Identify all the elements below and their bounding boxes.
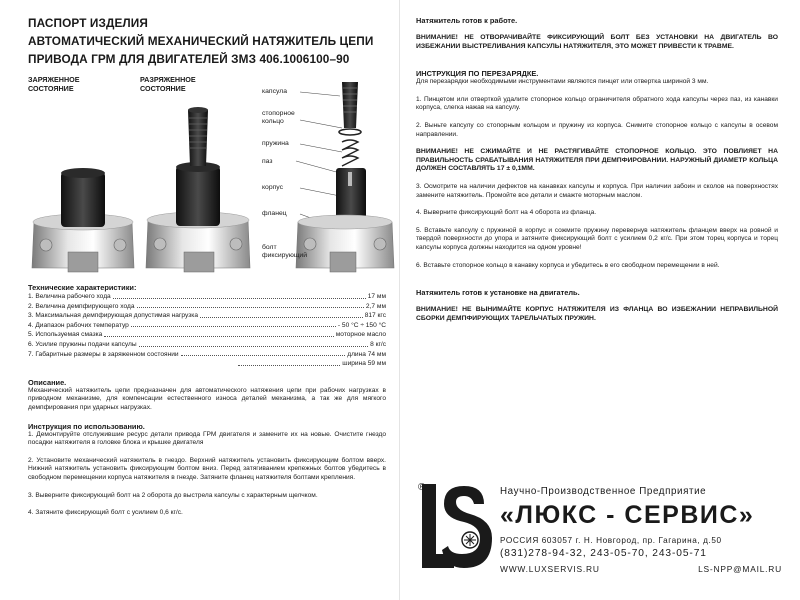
company-address: РОССИЯ 603057 г. Н. Новгород, пр. Гагарина, д.50 (500, 536, 722, 545)
part-label-capsule: капсула (262, 88, 287, 95)
spec-value: 817 кгс (364, 312, 386, 320)
title-line-3: ПРИВОДА ГРМ ДЛЯ ДВИГАТЕЛЕЙ ЗМЗ 406.1006100–90 (28, 52, 350, 66)
spec-name: 3. Максимальная демпфирующая допустимая нагрузка (28, 312, 198, 320)
spec-value: моторное масло (335, 331, 386, 339)
spec-leader-dots (181, 350, 346, 357)
spec-row (28, 359, 386, 369)
spec-leader-dots (200, 311, 363, 318)
document-title (28, 16, 386, 66)
spec-row (28, 330, 386, 340)
description-text: Механический натяжитель цепи предназначен для автоматического натяжения цепи при рабочих нагрузках в приводном механизме, для компенсации естественного износа деталей механизма, а так же для мягкого демпфирования при ударных нагрузках. (28, 386, 386, 411)
part-label-body: корпус (262, 184, 284, 191)
specs-list (28, 292, 386, 369)
company-block (414, 474, 790, 584)
warning-flange: ВНИМАНИЕ! НЕ ВЫНИМАЙТЕ КОРПУС НАТЯЖИТЕЛЯ ИЗ ФЛАНЦА ВО ИЗБЕЖАНИИ НЕПРАВИЛЬНОЙ СБОРКИ ДЕМПФИРУЮЩИХ ТАРЕЛЬЧАТЫХ ПРУЖИН. (416, 306, 778, 322)
spec-name: 1. Величина рабочего хода (28, 293, 111, 300)
spec-name: 2. Величина демпфирующего хода (28, 302, 135, 310)
spec-row (28, 321, 386, 331)
company-website-link[interactable]: WWW.LUXSERVIS.RU (500, 564, 600, 574)
part-label-bolt: болт фиксирующий (262, 244, 308, 259)
ready-text: Натяжитель готов к работе. (416, 16, 518, 25)
spec-value: 2,7 мм (365, 302, 386, 310)
spec-value: ширина 59 мм (342, 360, 386, 368)
spec-name: 4. Диапазон рабочих температур (28, 321, 129, 329)
specs-section (28, 283, 386, 518)
recharge-step-1: 1. Пинцетом или отверткой удалите стопорное кольцо ограничителя обратного хода капсулы через паз, из канавки корпуса, слегка нажав на капсулу. (416, 95, 778, 112)
part-label-flange: фланец (262, 210, 287, 217)
specs-heading: Технические характеристики: (28, 283, 137, 292)
recharge-step-2: 2. Выньте капсулу со стопорным кольцом и пружину из корпуса. Снимите стопорное кольцо с капсулы в осевом направлении. (416, 121, 778, 138)
spec-row (28, 340, 386, 350)
spec-value: 17 мм (367, 293, 386, 300)
ready-install-text: Натяжитель готов к установке на двигатель. (416, 288, 580, 298)
tensioner-charged-photo (28, 160, 138, 285)
recharge-step-3: 3. Осмотрите на наличии дефектов на канавках капсулы и корпуса. При наличии забоин и сколов на поверхностях замените натяжитель. Промойте все детали и смажте моторным маслом. (416, 182, 778, 199)
caption-discharged: РАЗРЯЖЕННОЕ СОСТОЯНИЕ (140, 75, 196, 93)
spec-leader-dots (137, 302, 364, 309)
company-email-link[interactable]: LS-NPP@MAIL.RU (698, 564, 782, 574)
usage-step-1: 1. Демонтируйте отслужившие ресурс детали привода ГРМ двигателя и замените их на новые. Очистите гнездо посадки натяжителя в головке блока и крышке двигателя (28, 430, 386, 447)
warning-ring: ВНИМАНИЕ! НЕ СЖИМАЙТЕ И НЕ РАСТЯГИВАЙТЕ СТОПОРНОЕ КОЛЬЦО. ЭТО ПОВЛИЯЕТ НА ПРАВИЛЬНОСТЬ СРАБАТЫВАНИЯ НАТЯЖИТЕЛЯ ПРИ ДЕМПФИРОВАНИИ. НАРУЖНЫЙ ДИАМЕТР КОЛЬЦА ДОЛЖЕН СОСТАВЛЯТЬ 17 ± 0,1ММ. (416, 148, 778, 173)
spec-leader-dots (131, 321, 336, 328)
spec-name: 6. Усилие пружины подачи капсулы (28, 340, 137, 348)
spec-value: - 50 °С ÷ 150 °С (337, 321, 386, 329)
spec-leader-dots (238, 359, 340, 366)
spec-row (28, 350, 386, 360)
company-phones: (831)278-94-32, 243-05-70, 243-05-71 (500, 548, 707, 559)
spec-value: 8 кг/с (370, 340, 386, 348)
usage-step-4: 4. Затяните фиксирующий болт с усилием 0,6 кг/с. (28, 509, 183, 517)
recharge-intro: Для перезарядки необходимыми инструментами являются пинцет или отвертка шириной 3 мм. (416, 78, 709, 86)
recharge-step-4: 4. Выверните фиксирующий болт на 4 оборота из фланца. (416, 209, 597, 217)
recharge-step-5: 5. Вставьте капсулу с пружиной в корпус и сожмите пружину перевернув натяжитель фланцем вверх на ровной и твердой поверхности до упора и затяните фиксирующий болт с усилием 0,2 кг/с. При этом торец корпуса и торец капсулы корпуса должны находится на одном уровне! (416, 226, 778, 251)
warning-bolt: ВНИМАНИЕ! НЕ ОТВОРАЧИВАЙТЕ ФИКСИРУЮЩИЙ БОЛТ БЕЗ УСТАНОВКИ НА ДВИГАТЕЛЬ ВО ИЗБЕЖАНИИ ВЫСТРЕЛИВАНИЯ КАПСУЛЫ НАТЯЖИТЕЛЯ, ЭТО МОЖЕТ ПРИВЕСТИ К ТРАВМЕ. (416, 34, 778, 50)
title-line-1: ПАСПОРТ ИЗДЕЛИЯ (28, 16, 148, 30)
spec-leader-dots (113, 292, 366, 299)
spec-name: 5. Используемая смазка (28, 331, 103, 339)
spec-row (28, 311, 386, 321)
spec-leader-dots (139, 340, 368, 347)
description-heading: Описание. (28, 377, 67, 387)
spec-row (28, 302, 386, 312)
usage-step-3: 3. Выверните фиксирующий болт на 2 оборота до выстрела капсулы с характерным щелчком. (28, 491, 318, 499)
recharge-step-6: 6. Вставьте стопорное кольцо в канавку корпуса и убедитесь в его свободном перемещении в ней. (416, 261, 720, 269)
usage-heading: Инструкция по использованию. (28, 421, 145, 431)
usage-step-2: 2. Установите механический натяжитель в гнездо. Верхний натяжитель установить фиксирующим болтом вверх. Нижний натяжитель установить фиксирующим болтом вниз. Перед затягиванием крепежных болтов убедитесь в свободном перемещении корпуса натяжителя в гнезде. Затяните фланец натяжителя болтами крепления. (28, 456, 386, 481)
part-label-stop-ring: стопорное кольцо (262, 110, 295, 125)
tensioner-discharged-photo (140, 100, 255, 285)
company-type: Научно-Производственное Предприятие (500, 486, 707, 497)
title-line-2: АВТОМАТИЧЕСКИЙ МЕХАНИЧЕСКИЙ НАТЯЖИТЕЛЬ ЦЕПИ (28, 34, 374, 48)
company-logo (414, 474, 496, 582)
part-label-groove: паз (262, 158, 273, 165)
spec-row (28, 292, 386, 302)
company-name: «ЛЮКС - СЕРВИС» (500, 501, 755, 529)
spec-name: 7. Габаритные размеры в заряженном состоянии (28, 350, 179, 358)
caption-charged: ЗАРЯЖЕННОЕ СОСТОЯНИЕ (28, 75, 80, 93)
registered-mark: ® (418, 482, 426, 493)
spec-value: длина 74 мм (347, 350, 386, 358)
part-label-spring: пружина (262, 140, 289, 147)
spec-leader-dots (104, 330, 333, 337)
recharge-heading: ИНСТРУКЦИЯ ПО ПЕРЕЗАРЯДКЕ. (416, 69, 539, 79)
